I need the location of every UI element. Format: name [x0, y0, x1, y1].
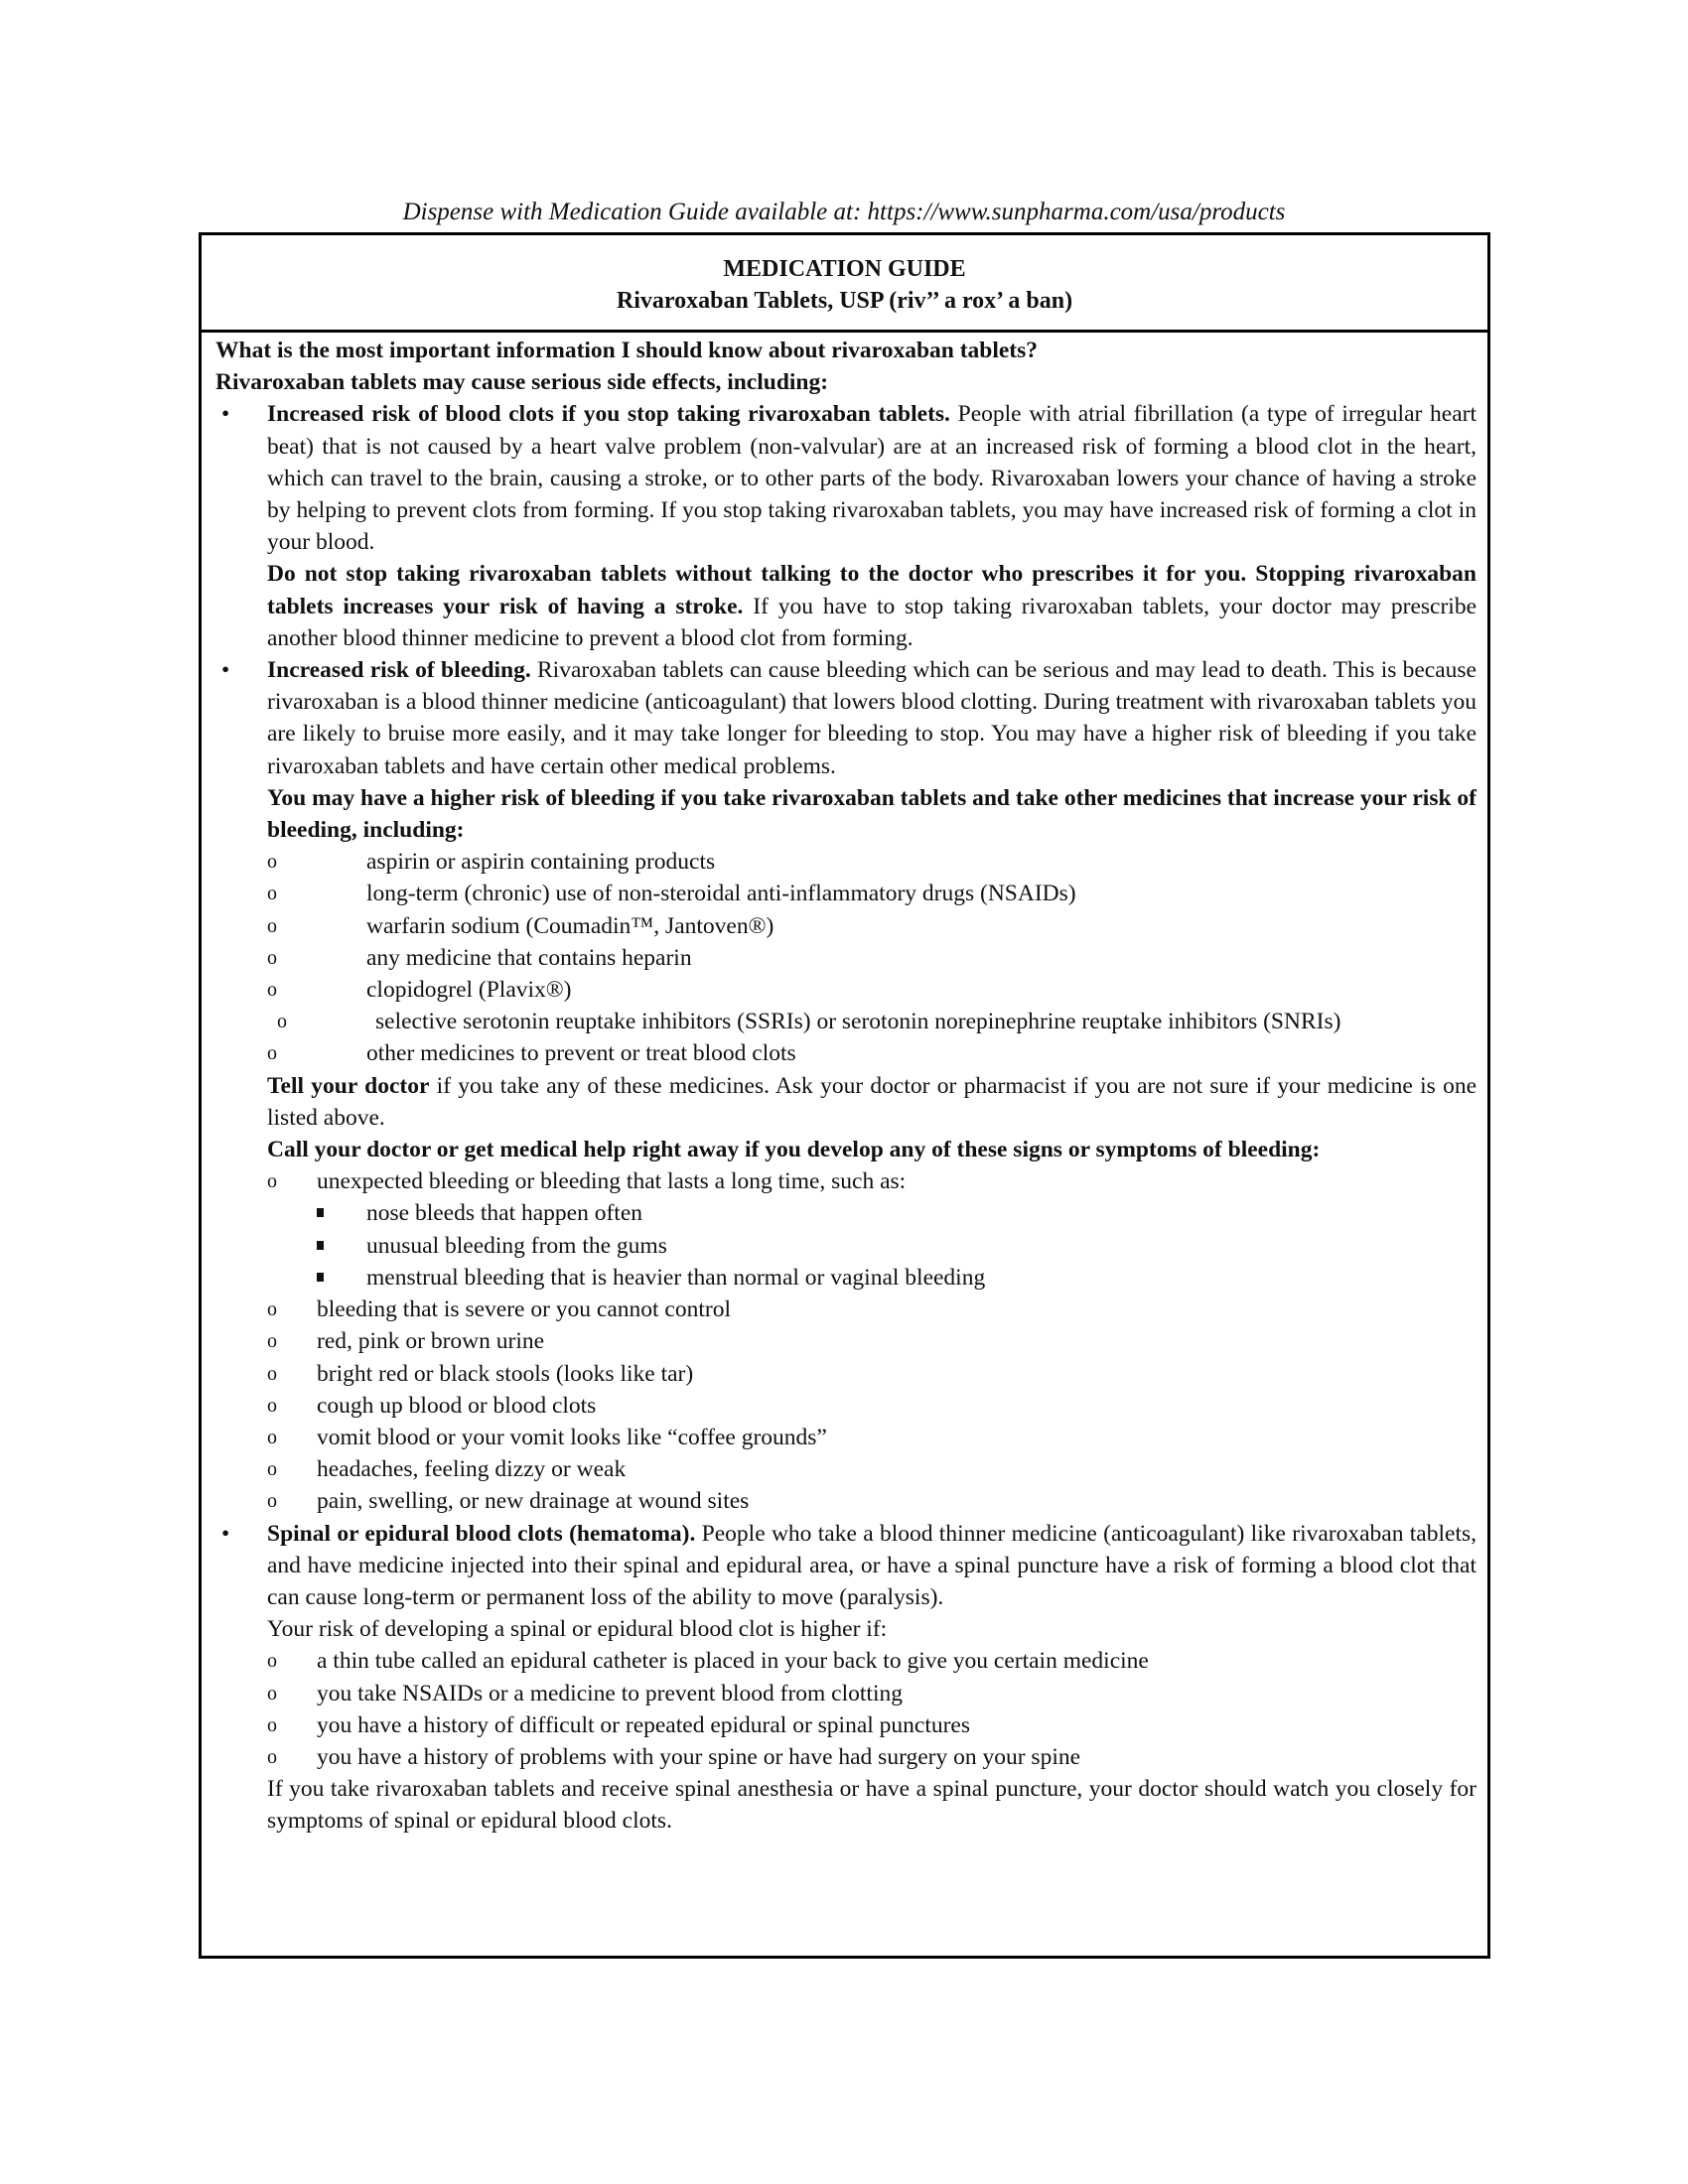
risk-text: you take NSAIDs or a medicine to prevent blood from clotting — [317, 1680, 903, 1706]
symptom-text: pain, swelling, or new drainage at wound sites — [317, 1488, 750, 1515]
intro-lead: Rivaroxaban tablets may cause serious side effects, including: — [215, 369, 829, 396]
med-text: other medicines to prevent or treat blood clots — [366, 1040, 796, 1067]
list-item-subsymptom — [215, 1197, 1477, 1229]
square-bullet-icon — [317, 1241, 324, 1250]
list-item-risk — [215, 1709, 1477, 1741]
list-item-med — [215, 942, 1477, 974]
circle-bullet-icon: o — [267, 1426, 277, 1448]
list-item-subsymptom — [215, 1230, 1477, 1262]
guide-header — [202, 235, 1487, 333]
intro-question: What is the most important information I should know about rivaroxaban tablets? — [215, 338, 1039, 363]
med-text: selective serotonin reuptake inhibitors (SSRIs) or serotonin norepinephrine reuptake inhibitors (SNRIs) — [375, 1009, 1341, 1035]
list-item-symptom — [215, 1485, 1477, 1517]
square-bullet-icon — [317, 1208, 324, 1217]
circle-bullet-icon: o — [267, 1042, 277, 1065]
symptom-text: bright red or black stools (looks like tar) — [317, 1360, 694, 1387]
spinal-closing: If you take rivaroxaban tablets and receive spinal anesthesia or have a spinal puncture, your doctor should watch you closely for symptoms of spinal or epidural blood clots. — [267, 1776, 1477, 1835]
subsymptom-text: unusual bleeding from the gums — [366, 1232, 667, 1259]
list-item-risk — [215, 1741, 1477, 1773]
risk-text: you have a history of problems with your spine or have had surgery on your spine — [317, 1743, 1081, 1770]
clots-warning-text: If you have to stop taking rivaroxaban tablets, your doctor may prescribe another blood thinner medicine to prevent a blood clot from forming. — [267, 593, 1477, 651]
med-text: warfarin sodium (Coumadin™, Jantoven®) — [366, 912, 774, 939]
list-item-subsymptom — [215, 1262, 1477, 1294]
circle-bullet-icon: o — [267, 1650, 277, 1673]
list-item-symptom — [215, 1453, 1477, 1485]
list-item-symptom — [215, 1294, 1477, 1325]
bullet-bleeding-bold: Increased risk of bleeding. — [267, 657, 531, 684]
bullet-blood-clots — [215, 398, 1477, 654]
circle-bullet-icon: o — [267, 979, 277, 1002]
guide-subtitle: Rivaroxaban Tablets, USP (riv’’ a rox’ a ban) — [616, 288, 1073, 314]
bullet-icon: • — [221, 401, 230, 428]
circle-bullet-icon: o — [267, 1713, 277, 1736]
square-bullet-icon — [317, 1273, 324, 1282]
risk-text: you have a history of difficult or repeated epidural or spinal punctures — [317, 1711, 971, 1738]
list-item-risk — [215, 1645, 1477, 1677]
circle-bullet-icon: o — [267, 1298, 277, 1321]
list-item-med — [215, 846, 1477, 878]
list-item-med — [215, 1006, 1477, 1037]
bullet-bleeding-text: Rivaroxaban tablets can cause bleeding which can be serious and may lead to death. This is because rivaroxaban is a blood thinner medicine (anticoagulant) that lowers blood clotting. During treatment with rivaroxaban tablets you are likely to bruise more easily, and it may take longer for bleeding to stop. You may have a higher risk of bleeding if you take rivaroxaban tablets and have certain other medical problems. — [267, 657, 1477, 779]
circle-bullet-icon: o — [267, 914, 277, 937]
bullet-icon: • — [221, 657, 230, 684]
list-item-med — [215, 910, 1477, 942]
bullet-spinal-text: People who take a blood thinner medicine (anticoagulant) like rivaroxaban tablets, and have medicine injected into their spinal and epidural area, or have a spinal puncture have a risk of forming a blood clot that can cause long-term or permanent loss of the ability to move (paralysis). — [267, 1520, 1477, 1610]
risk-text: a thin tube called an epidural catheter is placed in your back to give you certain medicine — [317, 1648, 1149, 1675]
circle-bullet-icon: o — [267, 1394, 277, 1417]
circle-bullet-icon: o — [267, 1330, 277, 1353]
list-item-med — [215, 878, 1477, 909]
guide-content — [202, 333, 1477, 1838]
list-item-risk — [215, 1678, 1477, 1709]
circle-bullet-icon: o — [267, 1362, 277, 1385]
guide-title: MEDICATION GUIDE — [723, 256, 966, 282]
list-item-med — [215, 1037, 1477, 1069]
circle-bullet-icon: o — [267, 883, 277, 905]
other-meds-heading: You may have a higher risk of bleeding if you take rivaroxaban tablets and take other medicines that increase your risk of bleeding, including: — [267, 784, 1477, 844]
med-text: long-term (chronic) use of non-steroidal anti-inflammatory drugs (NSAIDs) — [366, 881, 1076, 907]
med-text: aspirin or aspirin containing products — [366, 849, 716, 876]
circle-bullet-icon: o — [267, 1490, 277, 1513]
subsymptom-text: menstrual bleeding that is heavier than normal or vaginal bleeding — [366, 1264, 986, 1291]
circle-bullet-icon: o — [267, 851, 277, 874]
list-item-symptom — [215, 1165, 1477, 1197]
bullet-bleeding — [215, 654, 1477, 846]
circle-bullet-icon: o — [267, 946, 277, 969]
circle-bullet-icon: o — [267, 1170, 277, 1193]
medication-guide-box — [199, 232, 1490, 1959]
list-item-med — [215, 974, 1477, 1006]
circle-bullet-icon: o — [267, 1745, 277, 1768]
symptom-text: vomit blood or your vomit looks like “coffee grounds” — [317, 1424, 827, 1450]
tell-doctor-text: if you take any of these medicines. Ask your doctor or pharmacist if you are not sure if your medicine is one listed above. — [267, 1072, 1477, 1131]
symptom-text: cough up blood or blood clots — [317, 1392, 597, 1419]
bullet-icon: • — [221, 1520, 230, 1547]
tell-doctor-bold: Tell your doctor — [267, 1072, 430, 1099]
circle-bullet-icon: o — [277, 1011, 287, 1033]
bullet-clots-bold: Increased risk of blood clots if you stop taking rivaroxaban tablets. — [267, 401, 950, 428]
subsymptom-text: nose bleeds that happen often — [366, 1200, 642, 1227]
list-item-symptom — [215, 1390, 1477, 1422]
med-text: any medicine that contains heparin — [366, 944, 692, 971]
symptom-text: headaches, feeling dizzy or weak — [317, 1456, 627, 1483]
bullet-clots-text: People with atrial fibrillation (a type of irregular heart beat) that is not caused by a heart valve problem (non-valvular) are at an increased risk of forming a blood clot in the heart, which can travel to the brain, causing a stroke, or to other parts of the body. Rivaroxaban lowers your chance of having a stroke by helping to prevent clots from forming. If you stop taking rivaroxaban tablets, you may have increased risk of forming a clot in your blood. — [267, 401, 1477, 556]
circle-bullet-icon: o — [267, 1458, 277, 1481]
med-text: clopidogrel (Plavix®) — [366, 977, 572, 1004]
symptom-text: bleeding that is severe or you cannot control — [317, 1297, 731, 1323]
spinal-risk-lead: Your risk of developing a spinal or epidural blood clot is higher if: — [267, 1616, 888, 1643]
symptom-text: unexpected bleeding or bleeding that lasts a long time, such as: — [317, 1168, 907, 1195]
tell-doctor — [215, 1070, 1477, 1166]
list-item-symptom — [215, 1325, 1477, 1357]
clots-warning-bold: Do not stop taking rivaroxaban tablets without talking to the doctor who prescribes it for you. Stopping rivaroxaban tablets increases your risk of having a stroke. — [267, 561, 1477, 619]
bullet-spinal — [215, 1518, 1477, 1646]
circle-bullet-icon: o — [267, 1682, 277, 1705]
dispense-note: Dispense with Medication Guide available at: https://www.sunpharma.com/usa/products — [402, 199, 1286, 225]
list-item-symptom — [215, 1358, 1477, 1390]
call-doctor-heading: Call your doctor or get medical help right away if you develop any of these signs or symptoms of bleeding: — [267, 1137, 1321, 1163]
bullet-spinal-bold: Spinal or epidural blood clots (hematoma). — [267, 1520, 696, 1547]
list-item-symptom — [215, 1422, 1477, 1453]
symptom-text: red, pink or brown urine — [317, 1328, 545, 1355]
